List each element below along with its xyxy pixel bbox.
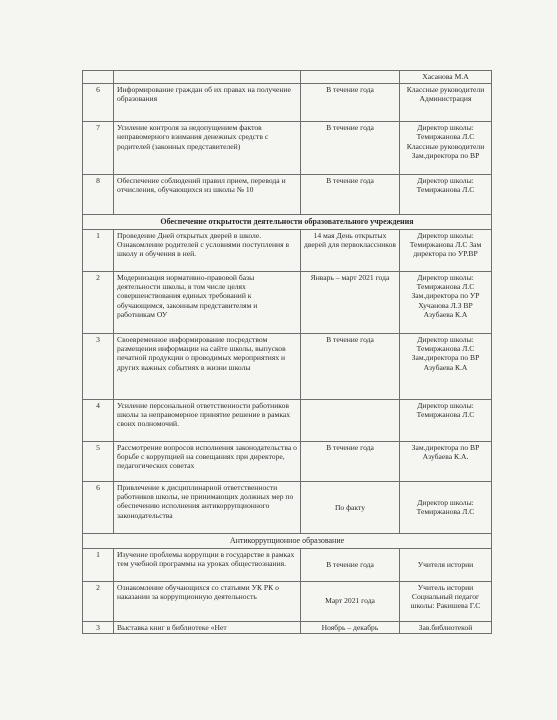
section-header-openness: [83, 215, 492, 230]
row-responsible: Директор школы: Темиржанова Л.С: [400, 175, 492, 215]
row-number: 4: [83, 399, 114, 441]
row-term: В течение года: [301, 122, 400, 175]
row-responsible faint: Учитель истории Социальный педагог школы: Ракишева Г.С: [400, 581, 492, 621]
anticorruption-plan-table: [82, 70, 492, 634]
row-activity: Своевременное информирование посредством размещения информации на сайте школы, выпусков печатной продукции о проводимых мероприятиях и других важных событиях в жизни школы: [114, 333, 301, 399]
row-number: 8: [83, 175, 114, 215]
row-number: 3: [83, 333, 114, 399]
row-activity: Рассмотрение вопросов исполнения законодательства о борьбе с коррупцией на совещаниях при директоре, педагогических советах: [114, 441, 301, 481]
table-row: [83, 229, 492, 271]
row-activity: Обеспечение соблюдений правил прием, перевода и отчисления, обучающихся из школы № 10: [114, 175, 301, 215]
table-row: [83, 333, 492, 399]
row-term: [301, 71, 400, 84]
row-term: Январь – март 2021 года: [301, 271, 400, 333]
row-activity: Усиление контроля за недопущением фактов неправомерного взимания денежных средств с родителей (законных представителей): [114, 122, 301, 175]
row-term: [301, 399, 400, 441]
table-row: [83, 175, 492, 215]
row-number: 2: [83, 581, 114, 621]
section-title: Антикоррупционное образование: [83, 533, 492, 548]
row-number: 6: [83, 481, 114, 533]
table-row: [83, 122, 492, 175]
row-responsible: Директор школы: Темиржанова Л.С Зам.директора по УР Хучанова Л.З ВР Азубаева К.А: [400, 271, 492, 333]
row-activity: Усиление персональной ответственности работников школы за неправомерное принятие решение в рамках своих полномочий.: [114, 399, 301, 441]
table-row: [83, 84, 492, 122]
row-number: 1: [83, 229, 114, 271]
row-term: В течение года: [301, 548, 400, 581]
row-responsible: Директор школы: Темиржанова Л.С: [400, 481, 492, 533]
row-responsible: Классные руководители Администрация: [400, 84, 492, 122]
row-responsible: Зав.библиотекой: [400, 621, 492, 633]
row-responsible: Зам.директора по ВР Азубаева К.А.: [400, 441, 492, 481]
row-number: 2: [83, 271, 114, 333]
row-number: 3: [83, 621, 114, 633]
row-activity: Выставка книг в библиотеке «Нет: [114, 621, 301, 633]
row-term: В течение года: [301, 333, 400, 399]
row-activity: Ознакомление обучающихся со статьями УК РК о наказании за коррупционную деятельность: [114, 581, 301, 621]
row-activity: Информирование граждан об их правах на получение образования: [114, 84, 301, 122]
row-activity: Модернизация нормативно-правовой базы деятельности школы, в том числе целях совершенствования единых требований к обучающимся, законным представителям и работникам ОУ: [114, 271, 301, 333]
table-row: [83, 441, 492, 481]
row-responsible: Директор школы: Темиржанова Л.С Классные руководители Зам.директора по ВР: [400, 122, 492, 175]
row-activity: Привлечение к дисциплинарной ответственности работников школы, не принимающих должных мер по обеспечению исполнения антикоррупционного законодательства: [114, 481, 301, 533]
row-responsible: Учителя истории: [400, 548, 492, 581]
row-number: 6: [83, 84, 114, 122]
row-term: В течение года: [301, 84, 400, 122]
row-responsible: Директор школы: Темиржанова Л.С Зам.директора по ВР Азубаева К.А: [400, 333, 492, 399]
table-row: [83, 548, 492, 581]
row-term: В течение года: [301, 175, 400, 215]
row-activity: Изучение проблемы коррупции в государстве в рамках тем учебной программы на уроках обществознания.: [114, 548, 301, 581]
row-responsible: Директор школы: Темиржанова Л.С: [400, 399, 492, 441]
row-term: Март 2021 года: [301, 581, 400, 621]
row-activity: Проведение Дней открытых дверей в школе. Ознакомление родителей с условиями поступления в школу и обучения в ней.: [114, 229, 301, 271]
row-term: Ноябрь – декабрь: [301, 621, 400, 633]
table-row: [83, 71, 492, 84]
row-responsible: Директор школы: Темиржанова Л.С Зам директора по УР.ВР: [400, 229, 492, 271]
row-number: 5: [83, 441, 114, 481]
table-row: [83, 271, 492, 333]
table-row: [83, 621, 492, 633]
table-row: [83, 481, 492, 533]
section-header-education: [83, 533, 492, 548]
row-term: По факту: [301, 481, 400, 533]
row-activity: [114, 71, 301, 84]
row-number: 1: [83, 548, 114, 581]
row-term: В течение года: [301, 441, 400, 481]
section-title: Обеспечение открытости деятельности образовательного учреждения: [83, 215, 492, 230]
table-row: [83, 399, 492, 441]
row-number: [83, 71, 114, 84]
row-term: 14 мая День открытых дверей для первоклассников: [301, 229, 400, 271]
row-number: 7: [83, 122, 114, 175]
table-row: [83, 581, 492, 621]
row-responsible: Хасанова М.А: [400, 71, 492, 84]
